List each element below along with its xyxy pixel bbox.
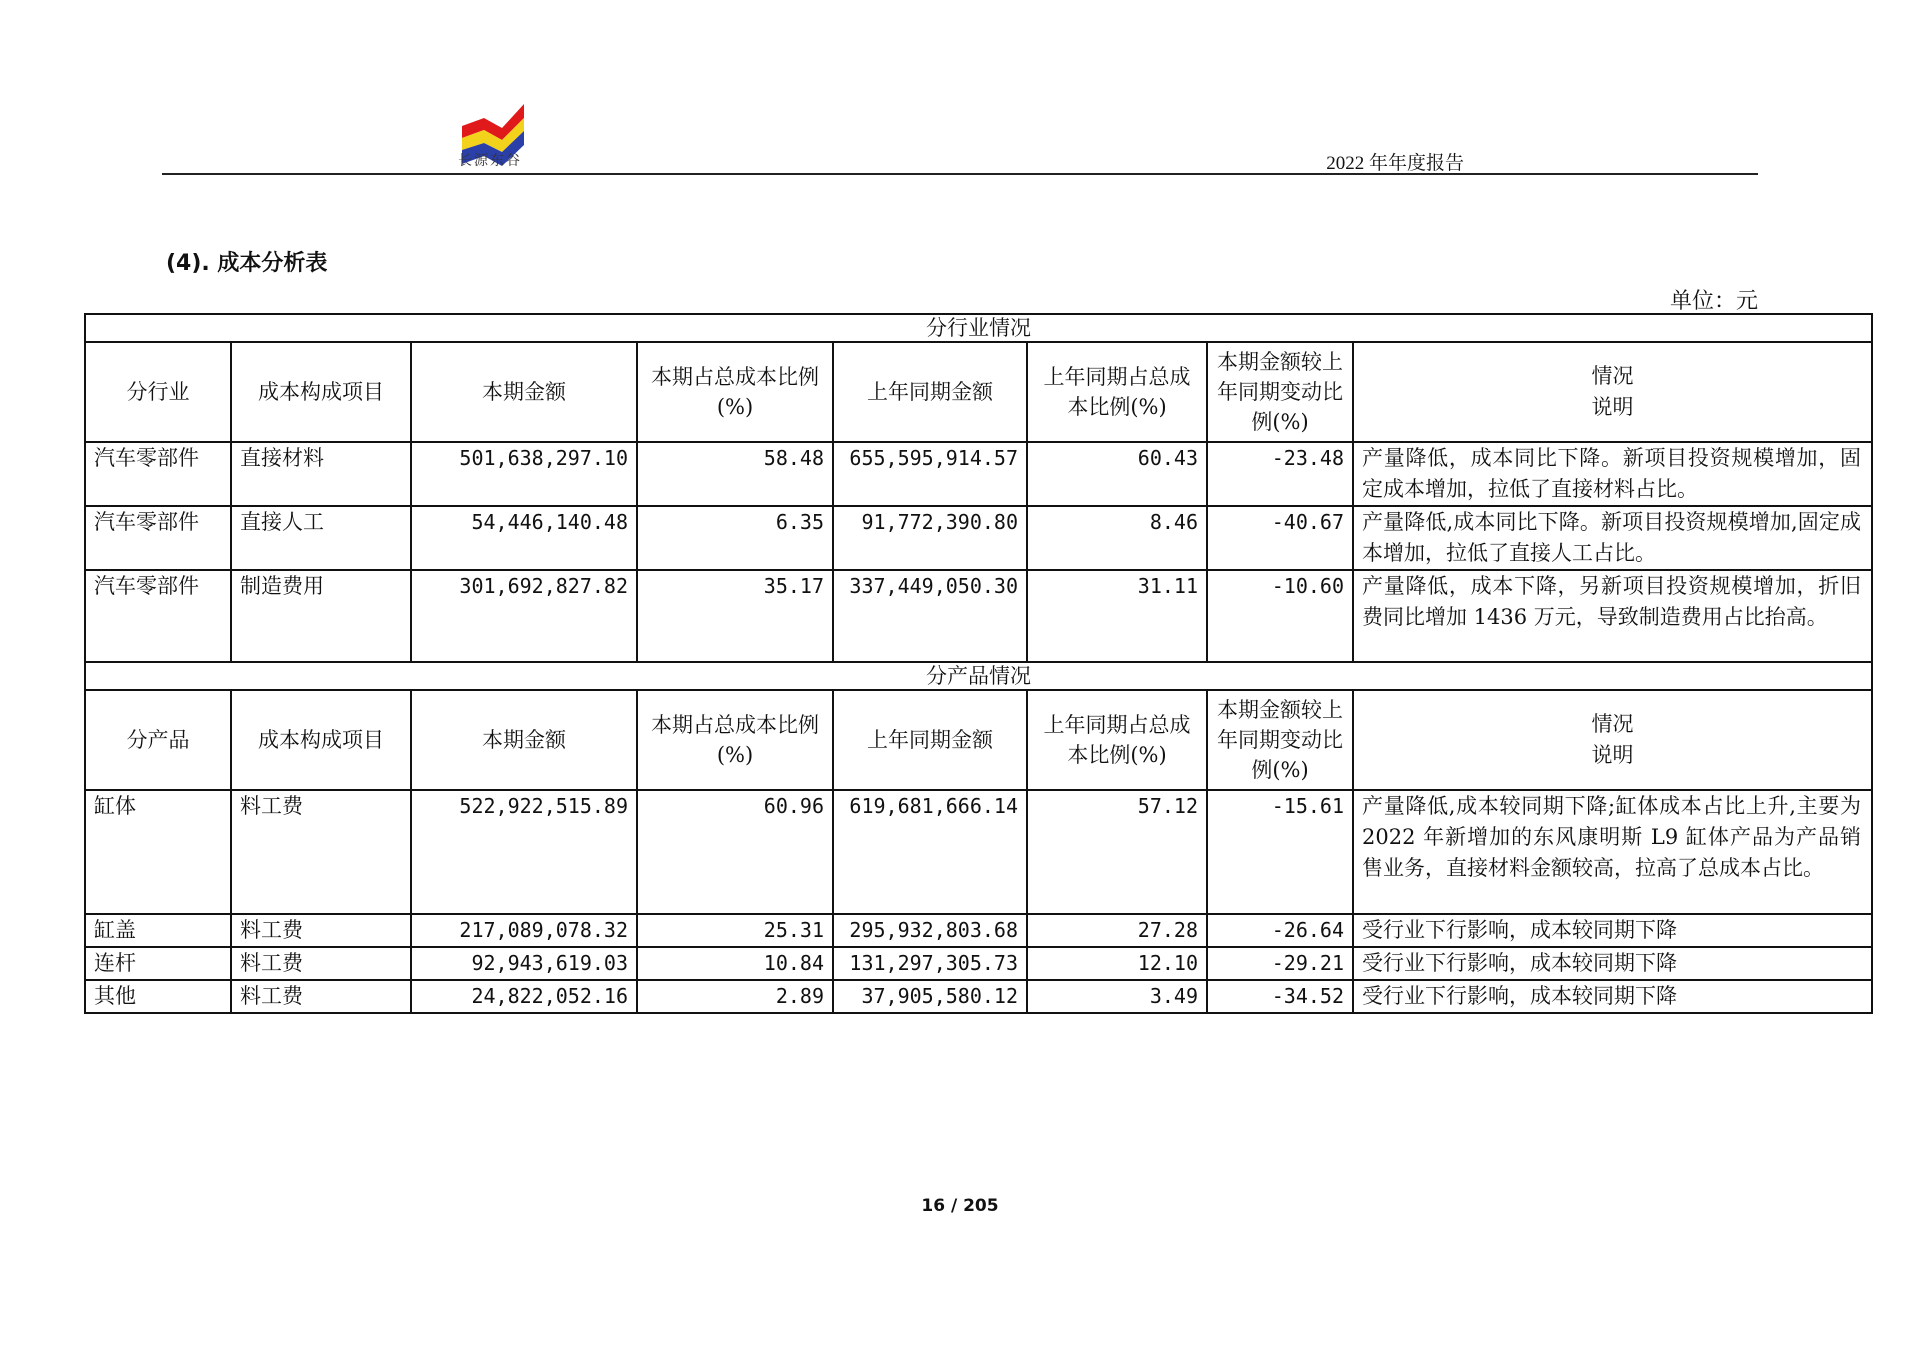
row-item: 料工费 <box>231 790 411 914</box>
row-change: -15.61 <box>1207 790 1353 914</box>
row-note: 产量降低,成本同比下降。新项目投资规模增加,固定成本增加，拉低了直接人工占比。 <box>1353 506 1872 570</box>
row-prev-amount: 37,905,580.12 <box>833 980 1027 1013</box>
row-item: 料工费 <box>231 980 411 1013</box>
row-change: -40.67 <box>1207 506 1353 570</box>
industry-dim-header: 分行业 <box>85 342 231 442</box>
row-change: -34.52 <box>1207 980 1353 1013</box>
row-amount: 501,638,297.10 <box>411 442 637 506</box>
row-change: -23.48 <box>1207 442 1353 506</box>
change-header: 本期金额较上年同期变动比例(%) <box>1207 342 1353 442</box>
row-share: 2.89 <box>637 980 833 1013</box>
table-row <box>85 570 1872 662</box>
row-note: 受行业下行影响，成本较同期下降 <box>1353 947 1872 980</box>
row-name: 汽车零部件 <box>85 442 231 506</box>
row-prev-share: 8.46 <box>1027 506 1207 570</box>
row-prev-share: 12.10 <box>1027 947 1207 980</box>
row-item: 直接材料 <box>231 442 411 506</box>
row-amount: 92,943,619.03 <box>411 947 637 980</box>
row-prev-amount: 337,449,050.30 <box>833 570 1027 662</box>
industry-header-row <box>85 342 1872 442</box>
report-title: 2022 年年度报告 <box>1326 153 1464 174</box>
prev-amount-header: 上年同期金额 <box>833 342 1027 442</box>
row-amount: 54,446,140.48 <box>411 506 637 570</box>
share-header: 本期占总成本比例(%) <box>637 342 833 442</box>
amount-header: 本期金额 <box>411 342 637 442</box>
header-divider <box>162 173 1758 175</box>
product-section-label: 分产品情况 <box>85 662 1872 690</box>
change-header: 本期金额较上年同期变动比例(%) <box>1207 690 1353 790</box>
row-share: 58.48 <box>637 442 833 506</box>
unit-label: 单位：元 <box>1669 289 1758 314</box>
table-row <box>85 442 1872 506</box>
note-header <box>1353 690 1872 790</box>
row-change: -29.21 <box>1207 947 1353 980</box>
table-row <box>85 980 1872 1013</box>
row-prev-share: 31.11 <box>1027 570 1207 662</box>
row-item: 直接人工 <box>231 506 411 570</box>
product-header-row <box>85 690 1872 790</box>
row-note: 产量降低，成本同比下降。新项目投资规模增加，固定成本增加，拉低了直接材料占比。 <box>1353 442 1872 506</box>
row-name: 汽车零部件 <box>85 506 231 570</box>
row-item: 料工费 <box>231 914 411 947</box>
industry-section-label: 分行业情况 <box>85 314 1872 342</box>
product-section-row <box>85 662 1872 690</box>
row-note: 产量降低，成本下降，另新项目投资规模增加，折旧费同比增加 1436 万元，导致制造费用占比抬高。 <box>1353 570 1872 662</box>
note-header <box>1353 342 1872 442</box>
row-item: 料工费 <box>231 947 411 980</box>
row-prev-share: 57.12 <box>1027 790 1207 914</box>
table-row <box>85 947 1872 980</box>
table-row <box>85 790 1872 914</box>
row-prev-share: 27.28 <box>1027 914 1207 947</box>
row-change: -10.60 <box>1207 570 1353 662</box>
row-share: 10.84 <box>637 947 833 980</box>
row-prev-amount: 91,772,390.80 <box>833 506 1027 570</box>
logo-text: 长源东谷 <box>458 153 522 169</box>
row-note: 产量降低,成本较同期下降;缸体成本占比上升,主要为 2022 年新增加的东风康明斯 L9 缸体产品为产品销售业务，直接材料金额较高，拉高了总成本占比。 <box>1353 790 1872 914</box>
row-change: -26.64 <box>1207 914 1353 947</box>
prev-share-header: 上年同期占总成本比例(%) <box>1027 342 1207 442</box>
table-row <box>85 914 1872 947</box>
row-name: 其他 <box>85 980 231 1013</box>
row-amount: 24,822,052.16 <box>411 980 637 1013</box>
row-name: 缸体 <box>85 790 231 914</box>
item-header: 成本构成项目 <box>231 342 411 442</box>
row-prev-share: 60.43 <box>1027 442 1207 506</box>
product-dim-header: 分产品 <box>85 690 231 790</box>
amount-header: 本期金额 <box>411 690 637 790</box>
cost-analysis-table <box>84 313 1873 1014</box>
row-note: 受行业下行影响，成本较同期下降 <box>1353 980 1872 1013</box>
row-name: 连杆 <box>85 947 231 980</box>
page-number: 16 / 205 <box>921 1196 999 1216</box>
prev-share-header: 上年同期占总成本比例(%) <box>1027 690 1207 790</box>
item-header: 成本构成项目 <box>231 690 411 790</box>
row-prev-amount: 295,932,803.68 <box>833 914 1027 947</box>
row-prev-amount: 619,681,666.14 <box>833 790 1027 914</box>
row-share: 35.17 <box>637 570 833 662</box>
industry-section-row <box>85 314 1872 342</box>
cost-table-body <box>85 314 1872 1013</box>
note-header-line1: 情况 <box>1591 712 1634 736</box>
row-prev-amount: 655,595,914.57 <box>833 442 1027 506</box>
table-row <box>85 506 1872 570</box>
row-prev-amount: 131,297,305.73 <box>833 947 1027 980</box>
section-title: (4). 成本分析表 <box>166 251 328 276</box>
row-amount: 301,692,827.82 <box>411 570 637 662</box>
row-name: 缸盖 <box>85 914 231 947</box>
row-share: 60.96 <box>637 790 833 914</box>
row-name: 汽车零部件 <box>85 570 231 662</box>
row-note: 受行业下行影响，成本较同期下降 <box>1353 914 1872 947</box>
share-header: 本期占总成本比例(%) <box>637 690 833 790</box>
row-item: 制造费用 <box>231 570 411 662</box>
row-share: 6.35 <box>637 506 833 570</box>
row-prev-share: 3.49 <box>1027 980 1207 1013</box>
row-amount: 217,089,078.32 <box>411 914 637 947</box>
note-header-line2: 说明 <box>1591 743 1634 767</box>
prev-amount-header: 上年同期金额 <box>833 690 1027 790</box>
note-header-line2: 说明 <box>1591 395 1634 419</box>
note-header-line1: 情况 <box>1591 364 1634 388</box>
row-amount: 522,922,515.89 <box>411 790 637 914</box>
row-share: 25.31 <box>637 914 833 947</box>
